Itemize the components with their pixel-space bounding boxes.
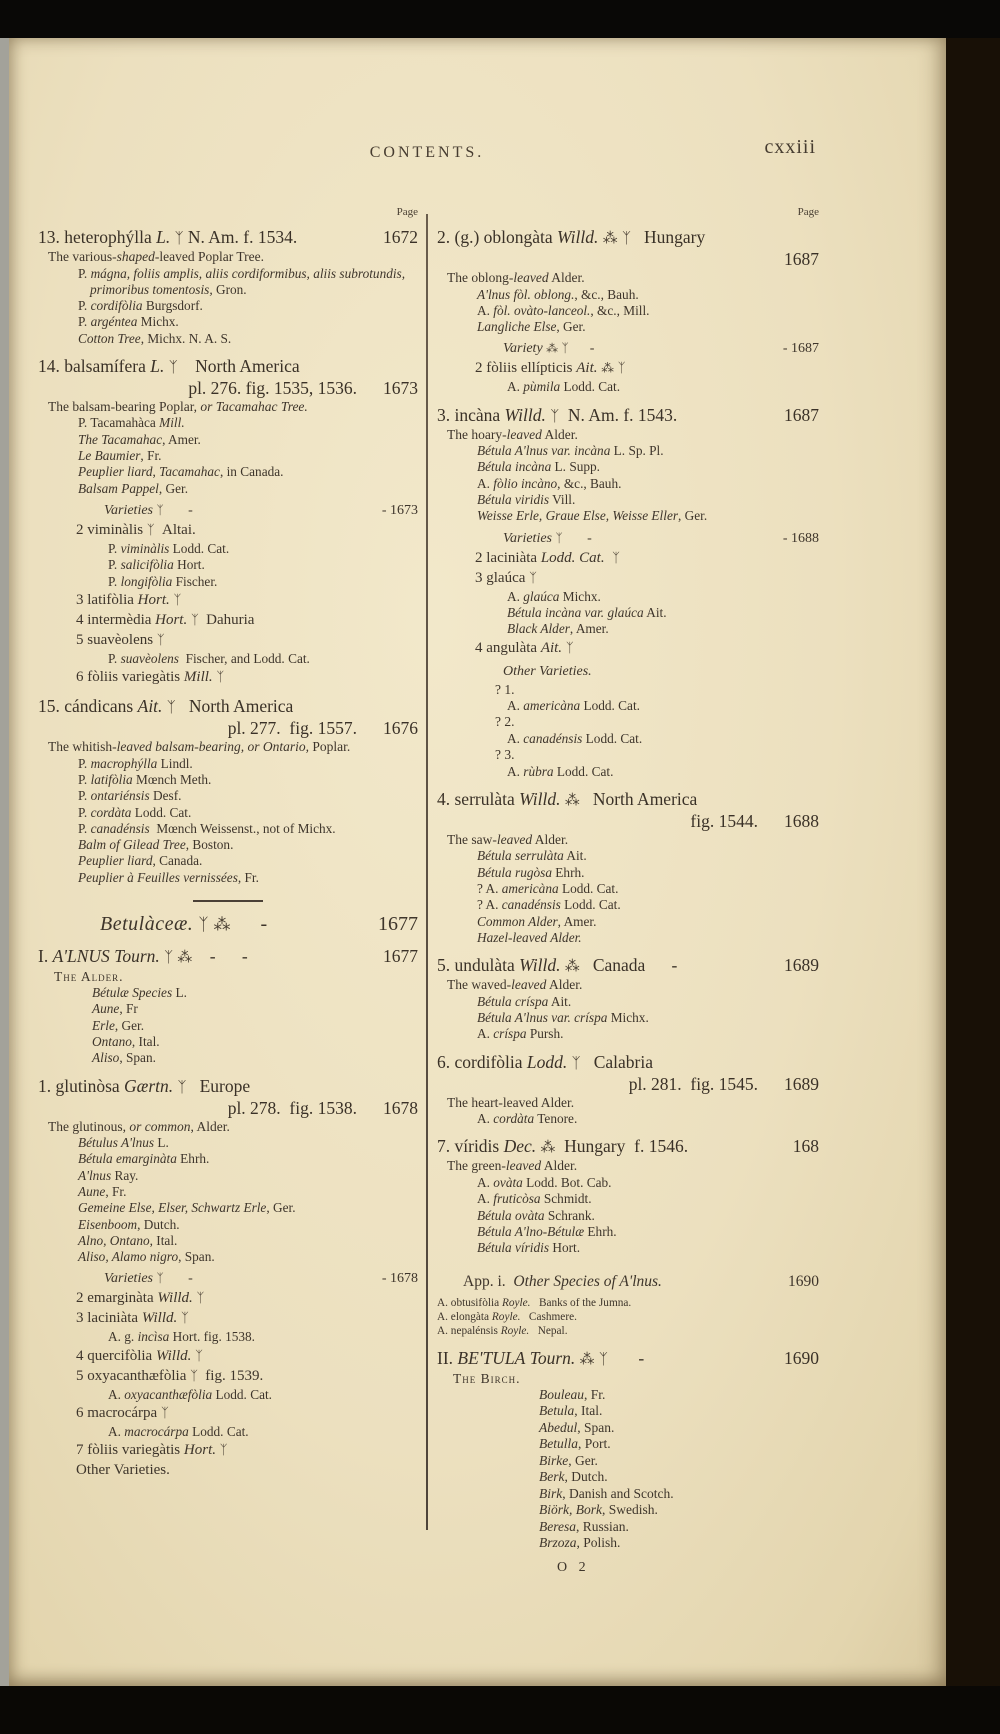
- language-name-line: Betulla, Port.: [539, 1436, 611, 1452]
- common-name-line: The balsam-bearing Poplar, or Tacamahac Tree.: [48, 398, 308, 414]
- sub-synonym-line: P. viminàlis Lodd. Cat.: [108, 540, 230, 556]
- page-number: - 1687: [782, 341, 819, 357]
- synonym-line: Balsam Pappel, Ger.: [78, 480, 189, 496]
- variety-line: 4 quercifòlia Willd. ᛉ: [76, 1347, 203, 1364]
- page-number: 1678: [383, 1097, 418, 1118]
- synonym-line: P. Tacamahàca Mill.: [78, 415, 185, 431]
- varieties-header: Other Varieties.: [503, 663, 592, 679]
- synonym-line: Aliso, Alamo nigro, Span.: [78, 1249, 215, 1265]
- synonym-line: Bétula A'lnus var. incàna L. Sp. Pl.: [477, 443, 664, 459]
- appendix-species-line: A. elongàta Royle. Cashmere.: [437, 1311, 577, 1324]
- language-name-line: Beresa, Russian.: [539, 1518, 629, 1534]
- tree-icon: ᛉ: [617, 361, 626, 377]
- synonym-line: Bétula incàna L. Supp.: [477, 459, 600, 475]
- synonym-line: P. mágna, foliis amplis, aliis cordiformibus, aliis subrotundis, primoribus tomentosis, Gron.: [78, 265, 409, 297]
- variety-line: 3 glaúca ᛉ: [475, 569, 537, 586]
- tree-icon: ᛉ: [190, 1368, 198, 1384]
- common-name-line: The saw-leaved Alder.: [447, 831, 569, 847]
- synonym-line: Weisse Erle, Graue Else, Weisse Eller, Ger.: [477, 508, 708, 524]
- tree-icon: ᛉ: [168, 357, 178, 376]
- shrub-icon: ⁂: [601, 361, 614, 377]
- synonym-line: Bétula viridis Vill.: [477, 492, 576, 508]
- shrub-icon: ⁂: [540, 1138, 556, 1157]
- synonym-line: Bétula A'lno-Bétulæ Ehrh.: [477, 1223, 617, 1239]
- synonym-line: A. fruticòsa Schmidt.: [477, 1191, 592, 1207]
- varieties-header: Varieties ᛉ - - 1673: [104, 502, 418, 518]
- tree-icon: ᛉ: [156, 632, 165, 648]
- sub-synonym-line: Black Alder, Amer.: [507, 621, 609, 637]
- tree-icon: ᛉ: [173, 592, 182, 608]
- common-name-line: The hoary-leaved Alder.: [447, 426, 578, 442]
- tree-icon: ᛉ: [156, 1271, 164, 1286]
- synonym-line: Le Baumier, Fr.: [78, 448, 162, 464]
- language-name-line: Brzoza, Polish.: [539, 1535, 621, 1551]
- synonym-line: Bétula rugòsa Ehrh.: [477, 864, 585, 880]
- common-name-line: The oblong-leaved Alder.: [447, 270, 585, 285]
- page-number: 1673: [383, 377, 418, 398]
- page-number: 1677: [383, 946, 418, 967]
- synonym-line: Bétulus A'lnus L.: [78, 1135, 169, 1151]
- tree-icon: ᛉ: [166, 698, 176, 717]
- page-number: 1690: [788, 1273, 819, 1291]
- variety-line: Other Varieties.: [76, 1462, 170, 1479]
- entry-figure-line: fig. 1544. 1688: [690, 810, 819, 831]
- synonym-line: Bétula A'lnus var. críspa Michx.: [477, 1010, 649, 1026]
- variety-line: 7 fòliis variegàtis Hort. ᛉ: [76, 1442, 228, 1459]
- variety-line: 3 latifòlia Hort. ᛉ: [76, 591, 182, 608]
- shrub-icon: ⁂: [564, 957, 580, 976]
- synonym-line: Bétula ovàta Schrank.: [477, 1207, 595, 1223]
- section-divider-rule: [193, 900, 263, 902]
- shrub-icon: ⁂: [213, 915, 231, 936]
- query-variety-line: ? 3.: [495, 747, 515, 763]
- synonym-line: Peuplier liard, Canada.: [78, 853, 203, 869]
- language-name-line: Betula, Ital.: [539, 1403, 603, 1419]
- shrub-icon: ⁂: [602, 229, 618, 247]
- synonym-line: Cotton Tree, Michx. N. A. S.: [78, 330, 232, 346]
- species-entry: 13. heterophýlla L. ᛉ N. Am. f. 1534. 1672: [38, 227, 418, 247]
- tree-icon: ᛉ: [529, 570, 537, 586]
- appendix-species-line: A. obtusifòlia Royle. Banks of the Jumna.: [437, 1297, 632, 1310]
- synonym-line: A. ovàta Lodd. Bot. Cab.: [477, 1174, 612, 1190]
- language-name-line: Bétulæ Species L.: [92, 985, 187, 1001]
- tree-icon: ᛉ: [177, 1077, 187, 1096]
- tree-icon: ᛉ: [219, 1443, 228, 1459]
- tree-icon: ᛉ: [146, 522, 155, 538]
- language-name-line: Birk, Danish and Scotch.: [539, 1485, 674, 1501]
- language-name-line: Ontano, Ital.: [92, 1033, 160, 1049]
- synonym-line: Gemeine Else, Elser, Schwartz Erle, Ger.: [78, 1200, 296, 1216]
- variety-line: 6 fòliis variegàtis Mill. ᛉ: [76, 669, 225, 686]
- tree-icon: ᛉ: [198, 915, 209, 936]
- page-number: 1690: [784, 1347, 819, 1368]
- scan-right-edge: [946, 38, 1000, 1686]
- synonym-line: P. macrophýlla Lindl.: [78, 755, 193, 771]
- tree-icon: ᛉ: [160, 1405, 169, 1421]
- varieties-header: Varieties ᛉ - - 1688: [503, 530, 819, 546]
- right-column-lines: [437, 227, 819, 1576]
- language-name-line: Berk, Dutch.: [539, 1469, 608, 1485]
- tree-icon: ᛉ: [612, 550, 620, 566]
- page-number: - 1678: [381, 1271, 418, 1287]
- tree-icon: ᛉ: [195, 1348, 203, 1364]
- synonym-line: P. latifòlia Mœnch Meth.: [78, 771, 212, 787]
- genus-common-name: The Alder.: [54, 969, 124, 985]
- tree-icon: ᛉ: [156, 502, 164, 517]
- entry-figure-line: pl. 278. fig. 1538. 1678: [227, 1097, 418, 1118]
- variety-line: 5 suavèolens ᛉ: [76, 631, 165, 648]
- signature-mark: O 2: [557, 1559, 590, 1575]
- sub-synonym-line: A. g. incìsa Hort. fig. 1538.: [108, 1329, 256, 1345]
- synonym-line: Bétula emarginàta Ehrh.: [78, 1151, 210, 1167]
- sub-synonym-line: A. oxyacanthæfòlia Lodd. Cat.: [108, 1386, 272, 1402]
- varieties-header: Variety ⁂ ᛉ - - 1687: [503, 341, 819, 357]
- language-name-line: Aune, Fr: [92, 1001, 138, 1017]
- page-number: 1677: [378, 913, 418, 936]
- language-name-line: Aliso, Span.: [92, 1050, 156, 1066]
- synonym-line: P. ontariénsis Desf.: [78, 788, 182, 804]
- scan-left-edge: [0, 38, 9, 1686]
- sub-synonym-line: A. glaúca Michx.: [507, 588, 601, 604]
- tree-icon: ᛉ: [180, 1311, 189, 1327]
- synonym-line: A'lnus fòl. oblong., &c., Bauh.: [477, 286, 639, 302]
- column-divider: [426, 214, 428, 1530]
- tree-icon: ᛉ: [196, 1291, 205, 1307]
- language-name-line: Bouleau, Fr.: [539, 1386, 606, 1402]
- synonym-line: A. fòl. ovàto-lanceol., &c., Mill.: [477, 302, 650, 318]
- left-column-lines: [38, 227, 418, 1480]
- synonym-line: Langliche Else, Ger.: [477, 319, 586, 335]
- tree-icon: ᛉ: [598, 1349, 608, 1368]
- tree-icon: ᛉ: [550, 406, 560, 425]
- folio-number: cxxiii: [764, 136, 816, 158]
- variety-line: 2 viminàlis ᛉ Altai.: [76, 521, 196, 538]
- variety-line: 4 angulàta Ait. ᛉ: [475, 639, 574, 656]
- synonym-line: ? A. canadénsis Lodd. Cat.: [477, 897, 621, 913]
- page-number: 1689: [784, 1073, 819, 1094]
- page-number: 1672: [383, 227, 418, 247]
- tree-icon: ᛉ: [571, 1053, 581, 1072]
- synonym-line: Hazel-leaved Alder.: [477, 929, 582, 945]
- appendix-header: App. i. Other Species of A'lnus. 1690: [463, 1273, 819, 1291]
- variety-line: 3 laciniàta Willd. ᛉ: [76, 1310, 189, 1327]
- synonym-line: Balm of Gilead Tree, Boston.: [78, 837, 234, 853]
- tree-icon: ᛉ: [174, 229, 184, 247]
- tree-icon: ᛉ: [621, 229, 631, 247]
- language-name-line: Biörk, Bork, Swedish.: [539, 1502, 658, 1518]
- shrub-icon: ⁂: [177, 948, 193, 967]
- species-entry: II. BE'TULA Tourn. ⁂ ᛉ - 1690: [437, 1347, 819, 1368]
- tree-icon: ᛉ: [190, 612, 199, 628]
- page-column-label: Page: [797, 206, 819, 218]
- species-entry: 2. (g.) oblongàta Willd. ⁂ ᛉ Hungary: [437, 227, 706, 247]
- shrub-icon: ⁂: [564, 790, 580, 809]
- entry-figure-line: [437, 249, 819, 270]
- sub-synonym-line: A. americàna Lodd. Cat.: [507, 698, 640, 714]
- appendix-species-line: A. nepalénsis Royle. Nepal.: [437, 1325, 568, 1337]
- synonym-line: Bétula serrulàta Ait.: [477, 848, 587, 864]
- species-entry: I. A'LNUS Tourn. ᛉ ⁂ - - 1677: [38, 946, 418, 967]
- synonym-line: Common Alder, Amer.: [477, 913, 597, 929]
- entry-figure-line: pl. 281. fig. 1545. 1689: [628, 1073, 819, 1094]
- varieties-header: Varieties ᛉ - - 1678: [104, 1271, 418, 1287]
- species-entry: 5. undulàta Willd. ⁂ Canada - 1689: [437, 955, 819, 976]
- common-name-line: The whitish-leaved balsam-bearing, or Ontario, Poplar.: [48, 739, 351, 755]
- synonym-line: A. cordàta Tenore.: [477, 1111, 578, 1127]
- shrub-icon: ⁂: [579, 1349, 595, 1368]
- entry-figure-line: pl. 276. fig. 1535, 1536. 1673: [188, 377, 418, 398]
- species-entry: 4. serrulàta Willd. ⁂ North America: [437, 788, 698, 809]
- page-column-label: Page: [396, 206, 418, 218]
- species-entry: 15. cándicans Ait. ᛉ North America: [38, 696, 294, 717]
- tree-icon: ᛉ: [216, 670, 225, 686]
- sub-synonym-line: A. rùbra Lodd. Cat.: [507, 763, 614, 779]
- page-header: [38, 136, 816, 184]
- left-column: [38, 206, 418, 1481]
- sub-synonym-line: Bétula incàna var. glaúca Ait.: [507, 604, 667, 620]
- species-entry: 6. cordifòlia Lodd. ᛉ Calabria: [437, 1051, 653, 1072]
- tree-icon: ᛉ: [164, 948, 174, 967]
- page-number: 1688: [784, 810, 819, 831]
- species-entry: 1. glutinòsa Gærtn. ᛉ Europe: [38, 1075, 251, 1096]
- variety-line: 4 intermèdia Hort. ᛉ Dahuria: [76, 611, 255, 628]
- variety-line: 2 emarginàta Willd. ᛉ: [76, 1290, 205, 1307]
- sub-synonym-line: A. pùmila Lodd. Cat.: [507, 379, 621, 395]
- right-column: [437, 206, 819, 1576]
- variety-line: 5 oxyacanthæfòlia ᛉ fig. 1539.: [76, 1367, 264, 1384]
- page-number: 1689: [784, 955, 819, 976]
- entry-figure-line: pl. 277. fig. 1557. 1676: [227, 718, 418, 739]
- common-name-line: The green-leaved Alder.: [447, 1158, 578, 1174]
- tree-icon: ᛉ: [565, 640, 574, 656]
- sub-synonym-line: A. macrocárpa Lodd. Cat.: [108, 1423, 249, 1439]
- page-number: 1687: [784, 249, 819, 269]
- synonym-line: Peuplier liard, Tacamahac, in Canada.: [78, 464, 284, 480]
- language-name-line: Erle, Ger.: [92, 1017, 145, 1033]
- synonym-line: Bétula víridis Hort.: [477, 1240, 581, 1256]
- common-name-line: The waved-leaved Alder.: [447, 977, 583, 993]
- synonym-line: P. canadénsis Mœnch Weissenst., not of Michx.: [78, 820, 336, 836]
- species-entry: 14. balsamífera L. ᛉ North America: [38, 355, 300, 376]
- species-entry: 3. incàna Willd. ᛉ N. Am. f. 1543. 1687: [437, 404, 819, 425]
- shrub-icon: ⁂: [546, 341, 559, 356]
- sub-synonym-line: P. suavèolens Fischer, and Lodd. Cat.: [108, 650, 310, 666]
- page-number: - 1688: [782, 530, 819, 546]
- page-title: CONTENTS.: [369, 144, 485, 161]
- synonym-line: Bétula críspa Ait.: [477, 993, 572, 1009]
- variety-line: 2 fòliis ellípticis Ait. ⁂ ᛉ: [475, 360, 626, 377]
- synonym-line: The Tacamahac, Amer.: [78, 431, 201, 447]
- tree-icon: ᛉ: [555, 530, 563, 545]
- sub-synonym-line: A. canadénsis Lodd. Cat.: [507, 730, 643, 746]
- common-name-line: The heart-leaved Alder.: [447, 1094, 575, 1110]
- synonym-line: Peuplier à Feuilles vernissées, Fr.: [78, 869, 259, 885]
- sub-synonym-line: P. salicifòlia Hort.: [108, 557, 205, 573]
- scan-top-border: [0, 0, 1000, 38]
- synonym-line: A'lnus Ray.: [78, 1167, 139, 1183]
- family-header: Betulàceæ. ᛉ ⁂ - 1677: [100, 913, 418, 936]
- synonym-line: A. fòlio incàno, &c., Bauh.: [477, 475, 622, 491]
- synonym-line: P. argéntea Michx.: [78, 314, 179, 330]
- genus-common-name: The Birch.: [453, 1370, 521, 1386]
- query-variety-line: ? 2.: [495, 714, 515, 730]
- common-name-line: The glutinous, or common, Alder.: [48, 1118, 230, 1134]
- synonym-line: ? A. americàna Lodd. Cat.: [477, 881, 619, 897]
- synonym-line: P. cordàta Lodd. Cat.: [78, 804, 192, 820]
- language-name-line: Birke, Ger.: [539, 1452, 598, 1468]
- common-name-line: The various-shaped-leaved Poplar Tree.: [48, 249, 264, 264]
- tree-icon: ᛉ: [561, 341, 569, 356]
- synonym-line: P. cordifòlia Burgsdorf.: [78, 298, 203, 314]
- page-number: 1676: [383, 718, 418, 739]
- page-number: - 1673: [381, 502, 418, 518]
- query-variety-line: ? 1.: [495, 681, 515, 697]
- synonym-line: A. críspa Pursh.: [477, 1026, 564, 1042]
- synonym-line: Eisenboom, Dutch.: [78, 1216, 180, 1232]
- variety-line: 6 macrocárpa ᛉ: [76, 1404, 169, 1421]
- page-number: 1687: [784, 404, 819, 425]
- language-name-line: Abedul, Span.: [539, 1419, 615, 1435]
- variety-line: 2 laciniàta Lodd. Cat. ᛉ: [475, 549, 620, 566]
- synonym-line: Aune, Fr.: [78, 1183, 127, 1199]
- sub-synonym-line: P. longifòlia Fischer.: [108, 573, 218, 589]
- synonym-line: Alno, Ontano, Ital.: [78, 1232, 178, 1248]
- scan-bottom-border: [0, 1686, 1000, 1734]
- species-entry: 7. víridis Dec. ⁂ Hungary f. 1546. 168: [437, 1136, 819, 1157]
- book-page: [9, 38, 946, 1686]
